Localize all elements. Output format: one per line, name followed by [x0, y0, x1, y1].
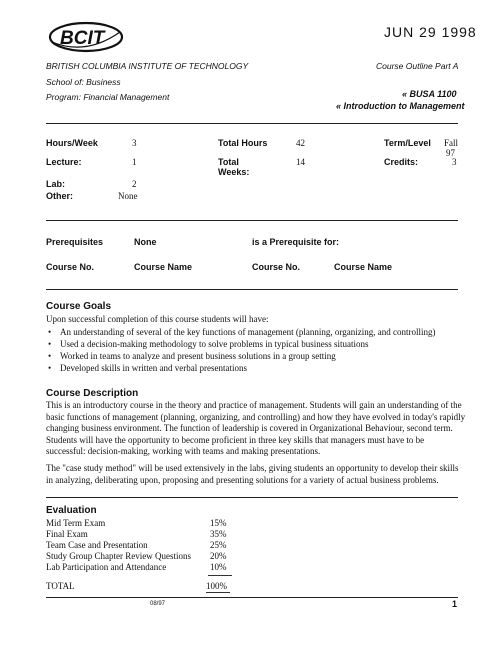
evaluation-row [46, 540, 227, 551]
lecture-label: Lecture: [46, 157, 82, 167]
divider [46, 220, 458, 221]
school-name: School of: Business [46, 77, 121, 87]
evaluation-item: Lab Participation and Attendance [46, 562, 167, 572]
course-goals-intro: Upon successful completion of this course students will have: [46, 314, 269, 324]
total-underline [208, 575, 232, 576]
bcit-logo [46, 20, 124, 54]
goal-item: • Developed skills in written and verbal presentations [46, 362, 466, 374]
evaluation-percent: 20% [210, 551, 227, 561]
course-goals-heading: Course Goals [46, 301, 112, 312]
hours-week-label: Hours/Week [46, 138, 98, 148]
course-goals-list [46, 326, 466, 374]
received-date-stamp: JUN 29 1998 [384, 24, 477, 40]
lecture-value: 1 [132, 157, 137, 167]
course-no-header-2: Course No. [252, 262, 301, 272]
program-name: Program: Financial Management [46, 92, 170, 102]
description-line: This is an introductory course in the theory and practice of management. Students will gain an understanding of the [46, 400, 462, 410]
total-weeks-label: Total [218, 157, 239, 167]
goal-item: • An understanding of several of the key functions of management (planning, organizing, and controlling) [46, 326, 466, 338]
institute-name: BRITISH COLUMBIA INSTITUTE OF TECHNOLOGY [46, 61, 249, 71]
course-no-header: Course No. [46, 262, 95, 272]
course-name-header-2: Course Name [334, 262, 393, 272]
evaluation-percent: 15% [210, 518, 227, 528]
course-name-header: Course Name [134, 262, 193, 272]
course-title: « Introduction to Management [336, 101, 465, 111]
divider [46, 123, 458, 124]
other-value: None [118, 191, 138, 201]
evaluation-item: Team Case and Presentation [46, 540, 148, 550]
evaluation-row [46, 562, 227, 573]
description-line: basic functions of management (planning, organizing, and controlling) and how they have evolved in today's rapidly [46, 411, 466, 422]
evaluation-item: Final Exam [46, 529, 88, 539]
is-prerequisite-label: is a Prerequisite for: [252, 237, 340, 247]
evaluation-percent: 35% [210, 529, 227, 539]
evaluation-total-label: TOTAL [46, 581, 75, 591]
term-level-value-year: 97 [446, 148, 455, 158]
evaluation-percent: 10% [210, 562, 227, 572]
term-level-value: Fall [444, 138, 459, 148]
divider [46, 289, 458, 290]
evaluation-table [46, 518, 227, 573]
evaluation-item: Study Group Chapter Review Questions [46, 551, 191, 561]
svg-text:BCIT: BCIT [60, 28, 105, 49]
prerequisites-label: Prerequisites [46, 237, 104, 247]
course-code: « BUSA 1100 [402, 89, 457, 99]
credits-label: Credits: [384, 157, 419, 167]
total-weeks-value: 14 [296, 157, 305, 167]
outline-type: Course Outline Part A [376, 61, 459, 71]
total-hours-label: Total Hours [218, 138, 268, 148]
page-number: 1 [452, 599, 458, 609]
other-label: Other: [46, 191, 73, 201]
lab-label: Lab: [46, 179, 65, 189]
total-double-underline [206, 592, 230, 593]
evaluation-percent: 25% [210, 540, 227, 550]
description-line: The "case study method" will be used extensively in the labs, giving students an opportunity to develop their skills [46, 463, 459, 473]
description-line: successful: decision-making, working with teams and making presentations. [46, 446, 321, 456]
evaluation-heading: Evaluation [46, 505, 97, 516]
credits-value: 3 [452, 157, 457, 167]
course-description-heading: Course Description [46, 388, 139, 399]
divider [46, 597, 458, 598]
prerequisites-value: None [134, 237, 157, 247]
goal-item: • Worked in teams to analyze and present business solutions in a group setting [46, 350, 466, 362]
lab-value: 2 [132, 179, 137, 189]
evaluation-row [46, 551, 227, 562]
total-hours-value: 42 [296, 138, 305, 148]
evaluation-total-value: 100% [206, 581, 227, 591]
description-line: Students will have the opportunity to become proficient in three key skills that managers must have to be [46, 434, 425, 445]
evaluation-item: Mid Term Exam [46, 518, 106, 528]
hours-week-value: 3 [132, 138, 137, 148]
description-line: changing business environment. The function of leadership is covered in Organizational Behaviour, second term. [46, 423, 453, 433]
goal-item: • Used a decision-making methodology to solve problems in typical business situations [46, 338, 466, 350]
footer-code: 08/97 [150, 601, 166, 607]
evaluation-row [46, 518, 227, 529]
evaluation-row [46, 529, 227, 540]
total-weeks-label-2: Weeks: [218, 167, 250, 177]
course-description-paragraph-1 [46, 400, 466, 458]
course-description-paragraph-2 [46, 463, 466, 486]
description-line: in analyzing, deliberating upon, proposing and presenting solutions for a variety of actual business problems. [46, 474, 439, 485]
divider [46, 497, 458, 498]
term-level-label: Term/Level [384, 138, 431, 148]
